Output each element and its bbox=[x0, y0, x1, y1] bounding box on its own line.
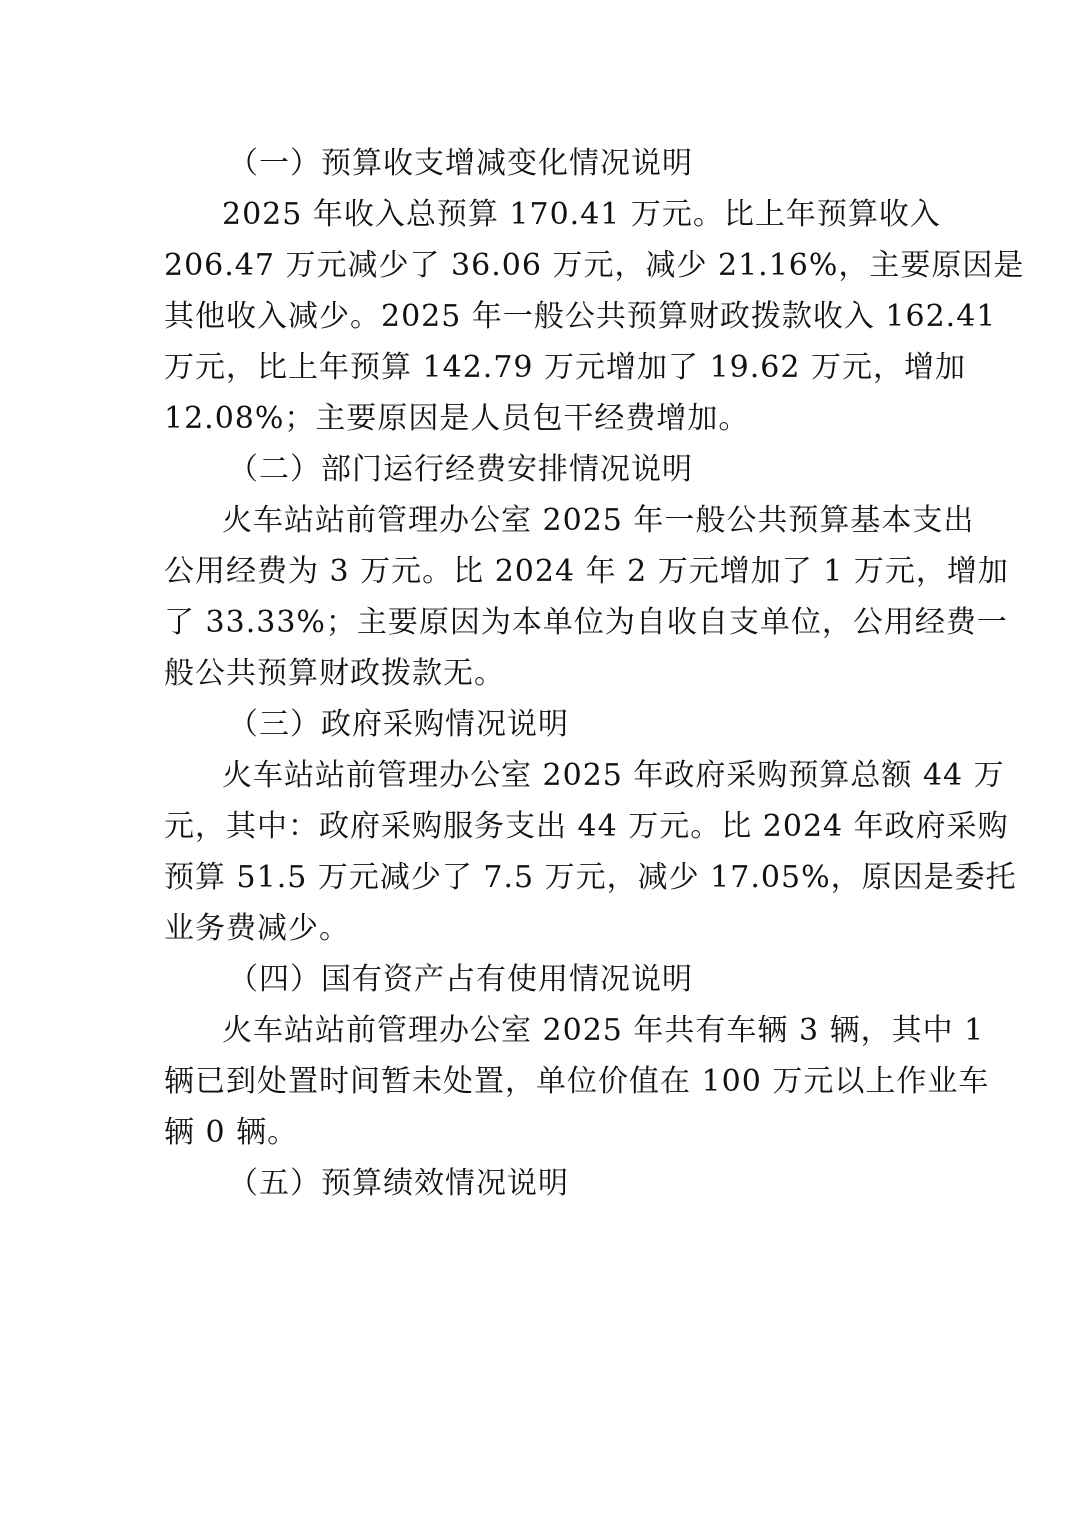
paragraph-3-line-4: 业务费减少。 bbox=[164, 911, 350, 946]
paragraph-4-line-2: 辆已到处置时间暂未处置，单位价值在 100 万元以上作业车 bbox=[164, 1064, 990, 1099]
paragraph-3-line-1: 火车站站前管理办公室 2025 年政府采购预算总额 44 万 bbox=[222, 758, 1005, 793]
paragraph-2-line-1: 火车站站前管理办公室 2025 年一般公共预算基本支出 bbox=[222, 503, 975, 538]
paragraph-1-line-4: 万元，比上年预算 142.79 万元增加了 19.62 万元，增加 bbox=[164, 350, 966, 385]
section-heading-5: （五）预算绩效情况说明 bbox=[228, 1166, 569, 1201]
paragraph-2-line-3: 了 33.33%；主要原因为本单位为自收自支单位，公用经费一 bbox=[164, 605, 1008, 640]
paragraph-3-line-2: 元，其中：政府采购服务支出 44 万元。比 2024 年政府采购 bbox=[164, 809, 1009, 844]
paragraph-4-line-3: 辆 0 辆。 bbox=[164, 1115, 299, 1150]
paragraph-3-line-3: 预算 51.5 万元减少了 7.5 万元，减少 17.05%，原因是委托 bbox=[164, 860, 1017, 895]
document-body bbox=[164, 138, 1025, 1209]
paragraph-1-line-5: 12.08%；主要原因是人员包干经费增加。 bbox=[164, 401, 750, 436]
section-heading-3: （三）政府采购情况说明 bbox=[228, 707, 569, 742]
paragraph-2-line-2: 公用经费为 3 万元。比 2024 年 2 万元增加了 1 万元，增加 bbox=[164, 554, 1009, 589]
section-heading-1: （一）预算收支增减变化情况说明 bbox=[228, 146, 693, 181]
paragraph-1-line-2: 206.47 万元减少了 36.06 万元，减少 21.16%，主要原因是 bbox=[164, 248, 1025, 283]
section-heading-4: （四）国有资产占有使用情况说明 bbox=[228, 962, 693, 997]
section-heading-2: （二）部门运行经费安排情况说明 bbox=[228, 452, 693, 487]
paragraph-1-line-3: 其他收入减少。2025 年一般公共预算财政拨款收入 162.41 bbox=[164, 299, 997, 334]
paragraph-4-line-1: 火车站站前管理办公室 2025 年共有车辆 3 辆，其中 1 bbox=[222, 1013, 985, 1048]
paragraph-2-line-4: 般公共预算财政拨款无。 bbox=[164, 656, 505, 691]
paragraph-1-line-1: 2025 年收入总预算 170.41 万元。比上年预算收入 bbox=[222, 197, 941, 232]
